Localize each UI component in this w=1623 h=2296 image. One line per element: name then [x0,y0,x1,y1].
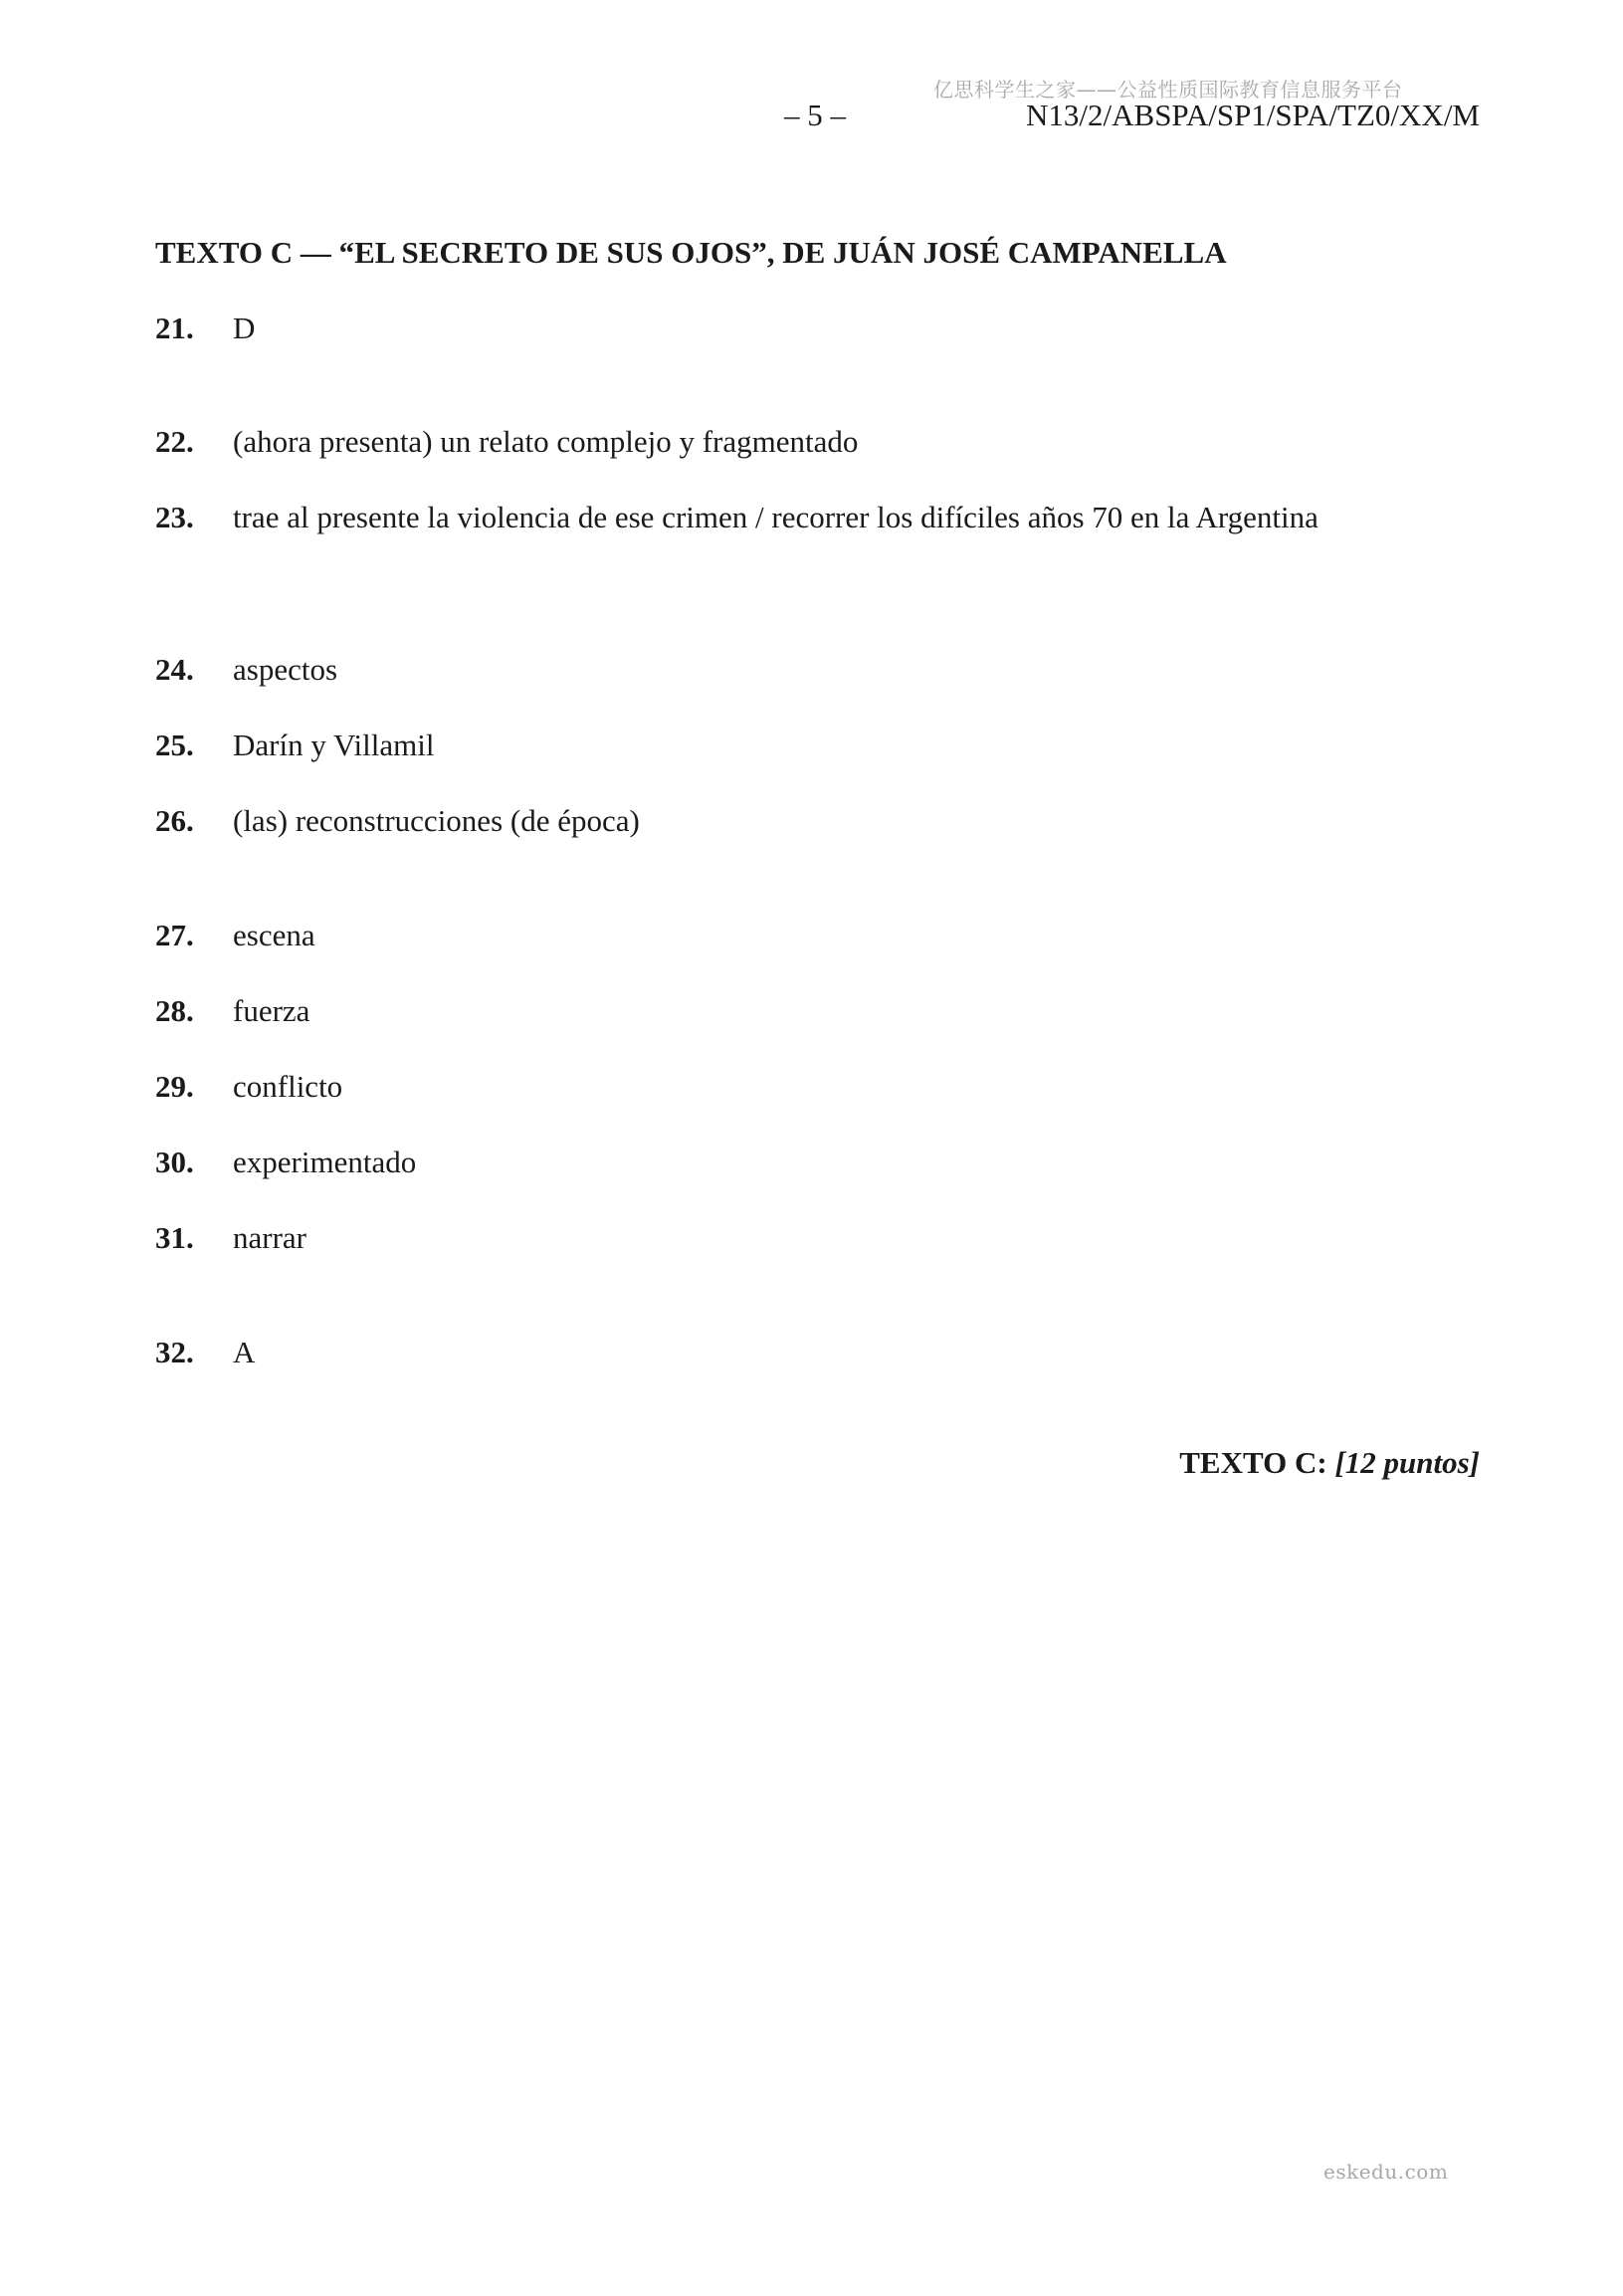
answer-number: 32. [155,1335,194,1369]
answer-text: A [233,1335,256,1369]
score-points: [12 puntos] [1334,1445,1480,1480]
answer-number: 21. [155,311,194,345]
answer-item [155,917,1329,954]
document-code: N13/2/ABSPA/SP1/SPA/TZ0/XX/M [1026,98,1480,132]
answer-number: 28. [155,993,194,1028]
answer-item [155,310,1329,347]
answer-number: 30. [155,1145,194,1179]
answer-item [155,499,1329,536]
answer-item [155,727,1329,764]
answer-number: 29. [155,1069,194,1104]
answer-item [155,1334,1329,1371]
footer-watermark: eskedu.com [1323,2160,1449,2184]
answer-text: D [233,311,256,345]
answer-text: narrar [233,1220,306,1255]
header-watermark: 亿思科学生之家——公益性质国际教育信息服务平台 [933,78,1403,102]
answer-text: conflicto [233,1069,343,1104]
answer-text: (las) reconstrucciones (de época) [233,803,640,838]
answer-text: escena [233,918,315,952]
answer-text: aspectos [233,652,338,687]
answer-text: experimentado [233,1145,417,1179]
answer-number: 27. [155,918,194,952]
answer-number: 22. [155,424,194,459]
answer-text: Darín y Villamil [233,728,435,762]
answer-item [155,1144,1329,1181]
answer-item [155,1219,1329,1257]
answer-number: 23. [155,500,194,534]
answer-text: fuerza [233,993,310,1028]
answer-number: 31. [155,1220,194,1255]
page-number: – 5 – [784,98,846,132]
answer-item [155,1068,1329,1106]
answer-text: (ahora presenta) un relato complejo y fragmentado [233,424,859,459]
answer-text: trae al presente la violencia de ese crimen / recorrer los difíciles años 70 en la Argentina [233,500,1319,534]
answer-number: 25. [155,728,194,762]
answer-number: 26. [155,803,194,838]
section-title: TEXTO C — “EL SECRETO DE SUS OJOS”, DE JUÁN JOSÉ CAMPANELLA [155,235,1227,270]
answer-item [155,992,1329,1030]
section-score [1179,1445,1480,1481]
score-label: TEXTO C: [1179,1445,1327,1480]
answer-number: 24. [155,652,194,687]
answer-item [155,651,1329,689]
answer-item [155,423,1329,461]
answer-item [155,802,1329,840]
